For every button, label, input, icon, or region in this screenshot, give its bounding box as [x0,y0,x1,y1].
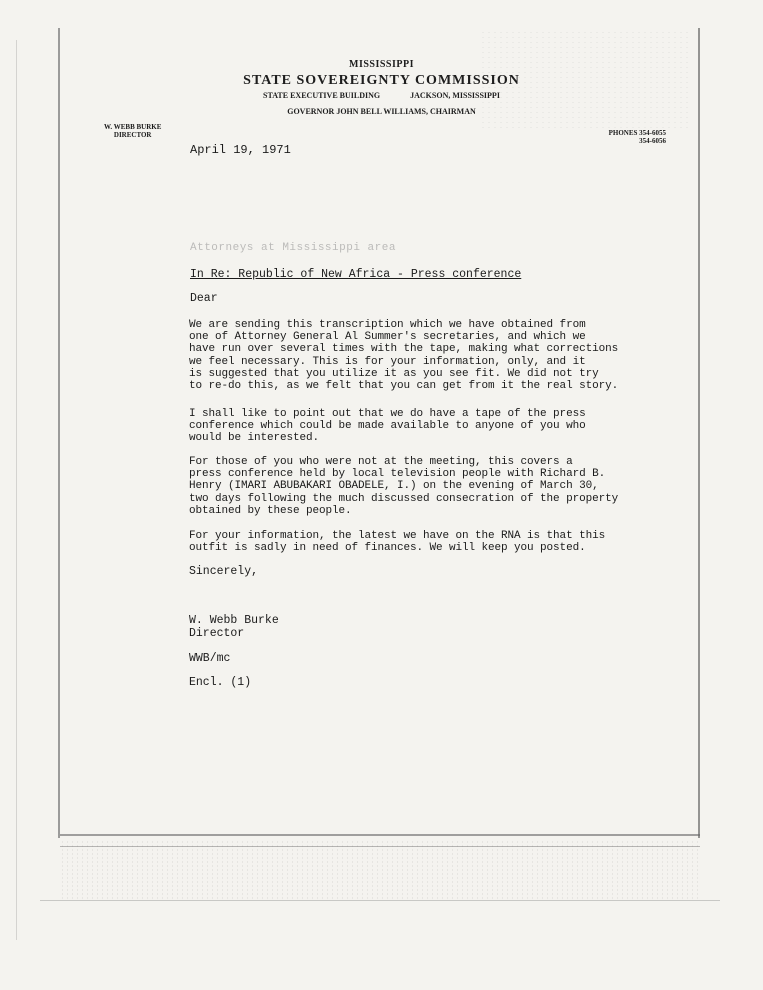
letterhead-phones-second: 354-6056 [639,137,666,145]
page-border-left [58,28,60,838]
letterhead-building: STATE EXECUTIVE BUILDING [263,91,381,100]
letter-paragraph: I shall like to point out that we do have a tape of the press conference which could be made available to anyone of you who would be interested. [189,408,586,445]
letter-subject: In Re: Republic of New Africa - Press conference [190,268,522,281]
left-edge-rule [16,40,17,940]
letterhead-director-title: DIRECTOR [113,131,152,139]
letter-paragraph: We are sending this transcription which we have obtained from one of Attorney General Al Summer's secretaries, and which we have run over several times with the tape, making what corrections we feel necessary. This is for your information, only, and it is suggested that you utilize it as you see fit. We did not try to re-do this, as we felt that you can get from it the real story. [189,319,619,393]
letter-closing: Sincerely, [189,565,259,578]
faint-address-line: Attorneys at Mississippi area [190,242,396,254]
letterhead-director-name: W. WEBB BURKE [104,123,162,131]
letter-date: April 19, 1971 [190,143,291,157]
signer-name: W. Webb Burke [189,614,279,627]
letterhead-director-block [104,123,161,139]
enclosure-note: Encl. (1) [189,676,252,689]
page-border-bottom [60,834,700,836]
letterhead-governor: GOVERNOR JOHN BELL WILLIAMS, CHAIRMAN [287,107,476,116]
letter-paragraph: For those of you who were not at the meeting, this covers a press conference held by local television people with Richard B. Henry (IMARI ABUBAKARI OBADELE, I.) on the evening of March 30, two days following the much discussed consecration of the property obtained by these people. [189,456,619,517]
signature-block [189,614,279,640]
letterhead-address [0,91,763,100]
letterhead-state: MISSISSIPPI [349,59,414,70]
letterhead-commission: STATE SOVEREIGNTY COMMISSION [243,73,520,88]
typist-initials: WWB/mc [189,652,231,665]
letterhead-phones-block [586,129,666,145]
lower-frame-line [40,900,720,901]
letter-paragraph: For your information, the latest we have on the RNA is that this outfit is sadly in need of finances. We will keep you posted. [189,530,606,555]
letterhead-city: JACKSON, MISSISSIPPI [410,91,500,100]
page-border-right [698,28,700,838]
signer-title: Director [189,627,245,640]
letter-salutation: Dear [190,292,218,305]
letterhead-phones: PHONES 354-6055 [608,129,666,137]
scan-noise-lower [60,840,700,900]
